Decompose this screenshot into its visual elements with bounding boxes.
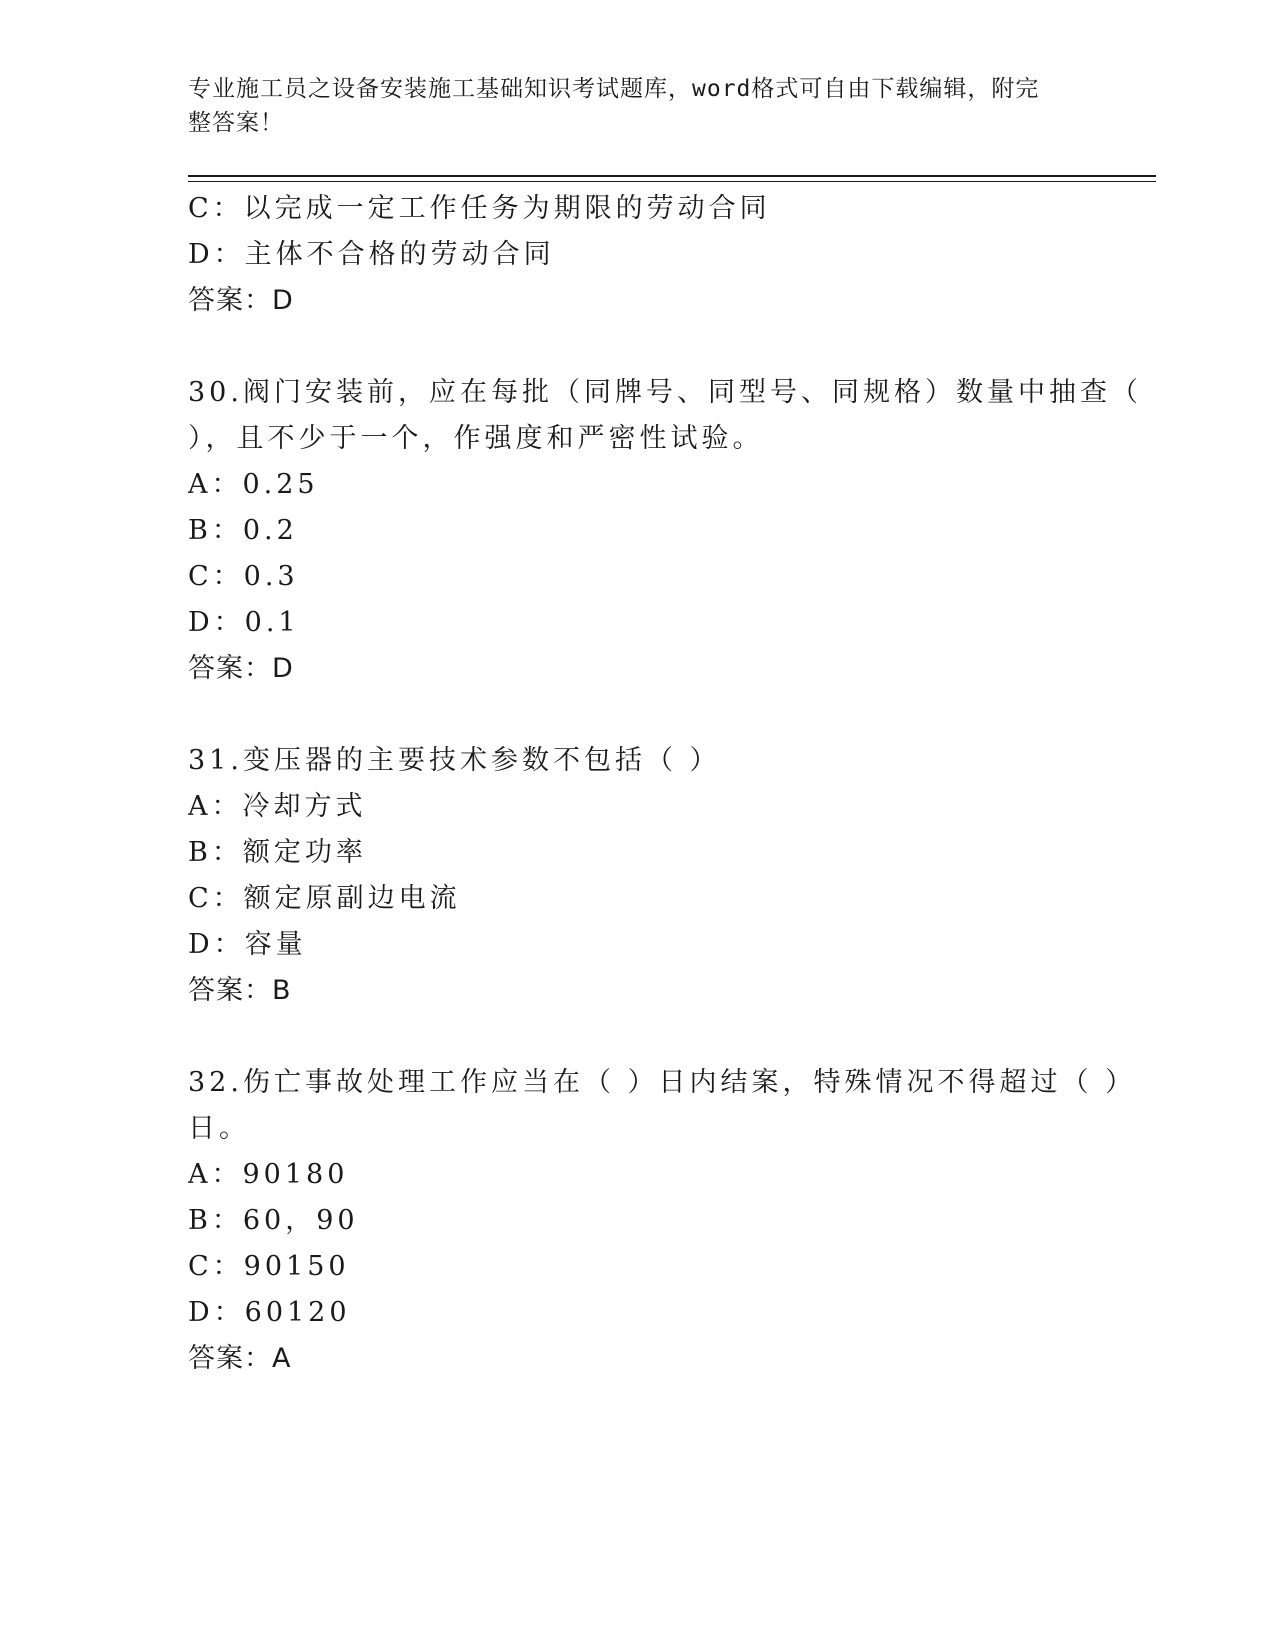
option-b: B：0.2	[188, 515, 298, 546]
option-d: D：主体不合格的劳动合同	[188, 239, 555, 270]
answer-line: 答案：B	[188, 975, 292, 1006]
header-divider-thick	[188, 175, 1156, 177]
document-header	[188, 72, 1068, 140]
option-b: B：60，90	[188, 1205, 359, 1236]
question-text-line-2: ），且不少于一个，作强度和严密性试验。	[188, 423, 764, 454]
answer-line: 答案：D	[188, 653, 294, 684]
answer-line: 答案：D	[188, 285, 294, 316]
header-line-1: 专业施工员之设备安装施工基础知识考试题库，word格式可自由下载编辑，附完	[188, 76, 1040, 102]
option-a: A：90180	[188, 1159, 349, 1190]
question-31	[188, 738, 1088, 1014]
question-text-line-2: 日。	[188, 1113, 250, 1144]
option-d: D：0.1	[188, 607, 300, 638]
option-c: C：以完成一定工作任务为期限的劳动合同	[188, 193, 771, 224]
answer-line: 答案：A	[188, 1343, 292, 1374]
question-30	[188, 370, 1142, 692]
header-line-2: 整答案！	[188, 110, 284, 136]
question-text-line-1: 31.变压器的主要技术参数不包括（ ）	[188, 745, 721, 776]
question-text-line-1: 30.阀门安装前，应在每批（同牌号、同型号、同规格）数量中抽查（	[188, 377, 1142, 408]
option-c: C：0.3	[188, 561, 299, 592]
option-c: C：90150	[188, 1251, 350, 1282]
option-c: C：额定原副边电流	[188, 883, 461, 914]
question-text-line-1: 32.伤亡事故处理工作应当在（ ）日内结案，特殊情况不得超过（ ）	[188, 1067, 1137, 1098]
option-d: D：60120	[188, 1297, 351, 1328]
question-32	[188, 1060, 1137, 1382]
document-body	[188, 186, 1142, 1382]
option-d: D：容量	[188, 929, 307, 960]
previous-question-tail	[188, 186, 1088, 324]
option-a: A：0.25	[188, 469, 319, 500]
option-b: B：额定功率	[188, 837, 367, 868]
header-divider-thin	[188, 181, 1156, 182]
option-a: A：冷却方式	[188, 791, 367, 822]
